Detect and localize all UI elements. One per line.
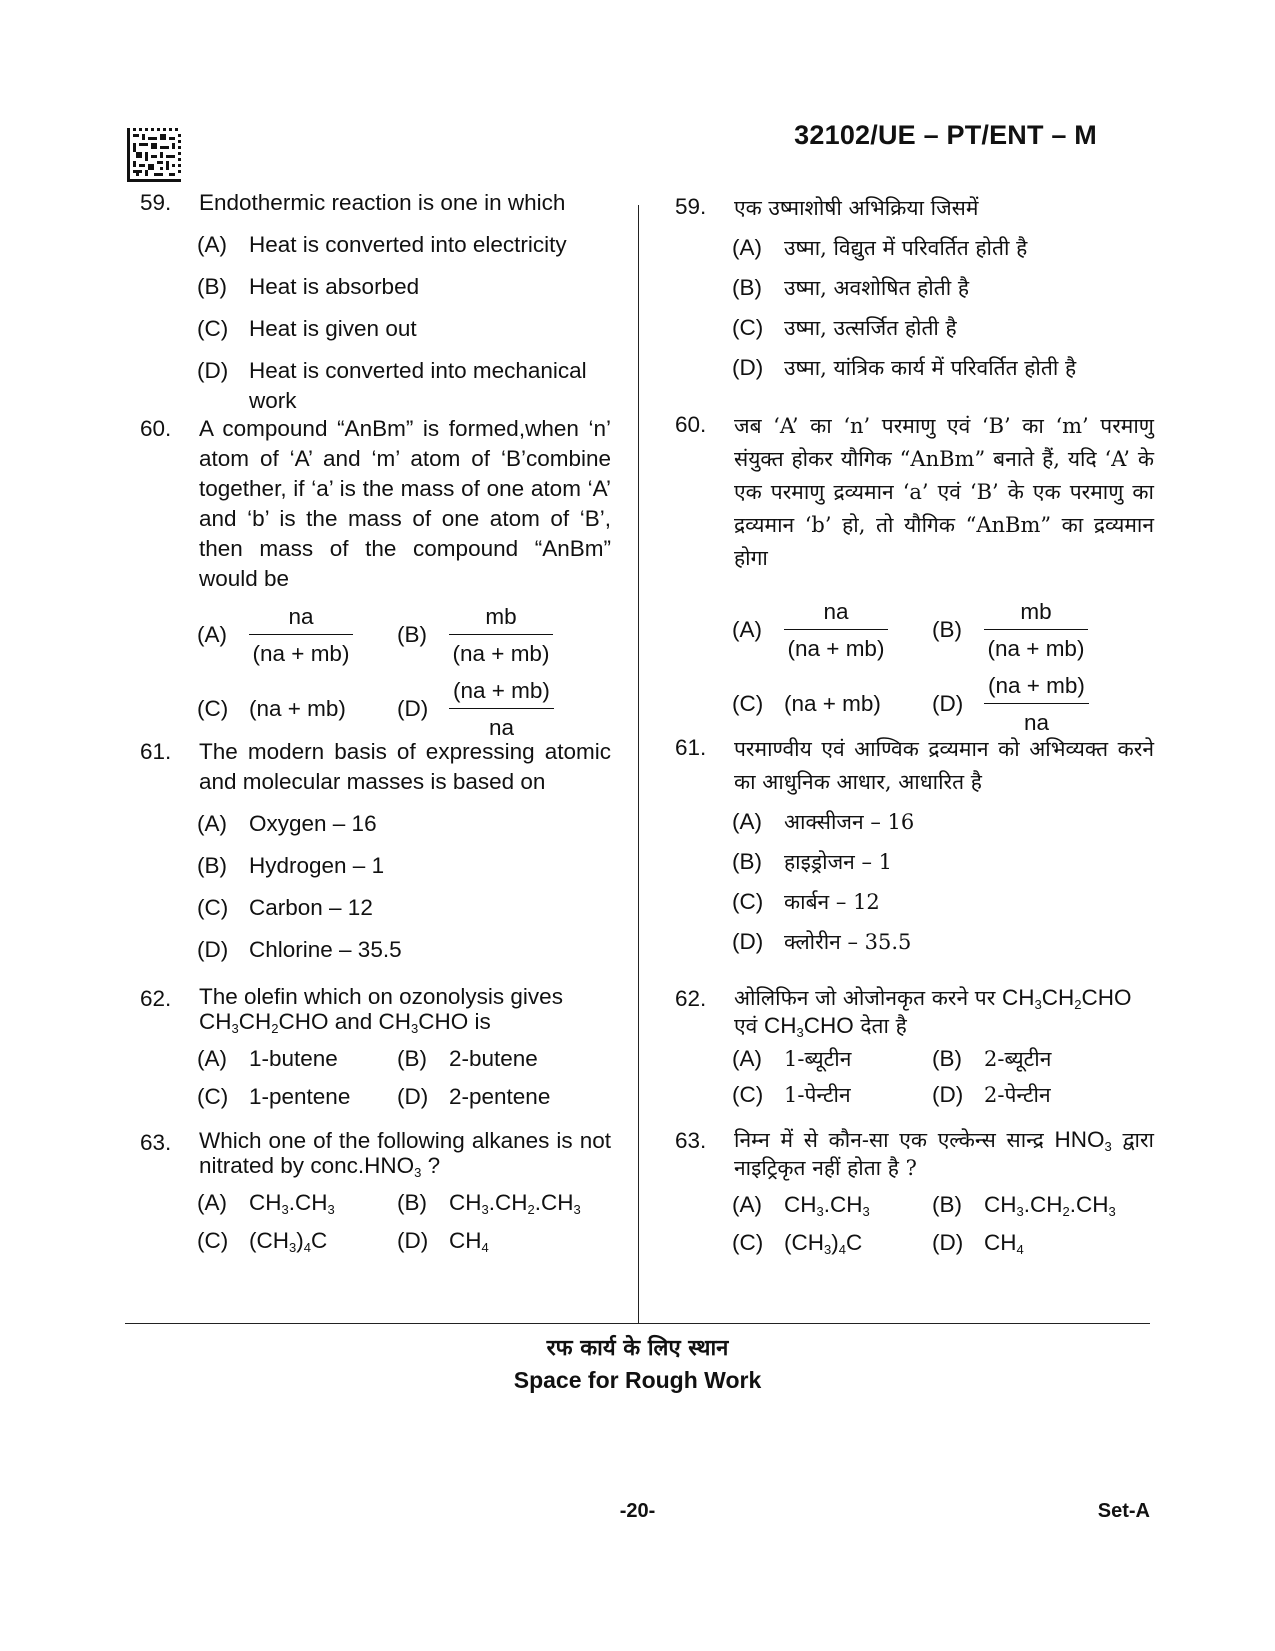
set-label: Set-A bbox=[1097, 1500, 1150, 1522]
column-divider bbox=[638, 205, 639, 1323]
option-b: (B) $\frac{mb}{(na + mb)}$ bbox=[932, 593, 1132, 667]
option-c: (C) Heat is given out bbox=[197, 316, 417, 341]
question-59-en: 59. Endothermic reaction is one in which (A) Heat is converted into electricity (B) Heat is absorbed (C) Heat is given out (D) Heat is converted into mechanical work bbox=[130, 188, 620, 428]
bottom-rule bbox=[125, 1323, 1150, 1324]
option-b: (B) 2-butene bbox=[397, 1046, 538, 1071]
question-59-hi: 59. एक उष्माशोषी अभिक्रिया जिसमें (A) उष्मा, विद्युत में परिवर्तित होती है (B) उष्मा, अवशोषित होती है (C) उष्मा, उत्सर्जित होती है (D) उष्मा, यांत्रिक कार्य में परिवर्तित होती है bbox=[665, 192, 1155, 395]
option-a: (A) $CH_3.CH_3$ bbox=[732, 1192, 870, 1219]
option-c: (C) कार्बन – 12 bbox=[732, 889, 880, 914]
rough-work-english: Space for Rough Work bbox=[513, 1367, 762, 1393]
option-d: (D) क्लोरीन – 35.5 bbox=[732, 929, 912, 954]
option-a: (A) $\frac{na}{(na + mb)}$ bbox=[732, 593, 932, 667]
question-61-en: 61. The modern basis of expressing atomic and molecular masses is based on (A) Oxygen – 16 (B) Hydrogen – 1 (C) Carbon – 12 (D) Chlorine – 35.5 bbox=[130, 737, 620, 977]
question-63-hi: 63. निम्न में से कौन-सा एक एल्केन्स सान्द्र $HNO_3$ द्वारा नाइट्रिकृत नहीं होता है ? (A) $CH_3.CH_3$ (B) $CH_3.CH_2.CH_3$ (C) $(CH_3)_4C$ (D) $CH_4$ bbox=[675, 1127, 1154, 1257]
question-stem: जब ‘A’ का ‘n’ परमाणु एवं ‘B’ का ‘m’ परमाणु संयुक्त होकर यौगिक “AnBm” बनाते हैं, यदि ‘A’ के एक परमाणु द्रव्यमान ‘a’ एवं ‘B’ के एक परमाणु का द्रव्यमान ‘b’ हो, तो यौगिक “AnBm” का द्रव्यमान होगा bbox=[734, 414, 1154, 570]
question-62-hi: 62. ओलिफिन जो ओजोनकृत करने पर $CH_3CH_2CHO$ एवं $CH_3CHO$ देता है (A) 1-ब्यूटीन (B) 2-ब्यूटीन (C) 1-पेन्टीन (D) 2-पेन्टीन bbox=[665, 984, 1155, 1110]
option-c: (C) (na + mb) bbox=[197, 696, 346, 721]
option-a: (A) Oxygen – 16 bbox=[197, 811, 377, 836]
option-a: (A) 1-ब्यूटीन bbox=[732, 1046, 852, 1071]
option-c: (C) 1-pentene bbox=[197, 1084, 351, 1109]
question-stem: Endothermic reaction is one in which bbox=[199, 190, 566, 215]
qr-code-icon bbox=[127, 128, 181, 182]
rough-work-hindi: रफ कार्य के लिए स्थान bbox=[546, 1335, 729, 1361]
option-c: (C) Carbon – 12 bbox=[197, 895, 373, 920]
option-d: (D) $\frac{(na + mb)}{na}$ bbox=[932, 667, 1132, 741]
question-stem: ओलिफिन जो ओजोनकृत करने पर $CH_3CH_2CHO$ एवं $CH_3CHO$ देता है bbox=[734, 985, 1132, 1040]
option-d: (D) Heat is converted into mechanical work bbox=[197, 358, 587, 413]
option-c: (C) $(CH_3)_4C$ bbox=[732, 1230, 863, 1257]
question-stem: परमाण्वीय एवं आण्विक द्रव्यमान को अभिव्यक्त करने का आधुनिक आधार, आधारित है bbox=[734, 737, 1154, 794]
option-b: (B) Heat is absorbed bbox=[197, 274, 420, 299]
option-d: (D) 2-pentene bbox=[397, 1084, 551, 1109]
option-c: (C) उष्मा, उत्सर्जित होती है bbox=[732, 315, 957, 340]
question-60-hi: 60. जब ‘A’ का ‘n’ परमाणु एवं ‘B’ का ‘m’ परमाणु संयुक्त होकर यौगिक “AnBm” बनाते हैं, यदि ‘A’ के एक परमाणु द्रव्यमान ‘a’ एवं ‘B’ के एक परमाणु का द्रव्यमान ‘b’ हो, तो यौगिक “AnBm” का द्रव्यमान होगा (A) $\frac{na}{(na + mb)}$ (B) $\frac{mb}{(na + mb)}$ (C) (na + mb) (D) $\frac{(na + mb)}{na}$ bbox=[665, 410, 1155, 741]
option-d: (D) उष्मा, यांत्रिक कार्य में परिवर्तित होती है bbox=[732, 355, 1077, 380]
option-b: (B) $\frac{mb}{(na + mb)}$ bbox=[397, 598, 597, 672]
question-stem: एक उष्माशोषी अभिक्रिया जिसमें bbox=[734, 196, 979, 220]
option-d: (D) $\frac{(na + mb)}{na}$ bbox=[397, 672, 597, 746]
option-b: (B) हाइड्रोजन – 1 bbox=[732, 849, 893, 874]
question-stem: A compound “AnBm” is formed,when ‘n’ atom of ‘A’ and ‘m’ atom of ‘B’combine together, if ‘a’ is the mass of one atom ‘A’ and ‘b’ is the mass of one atom of ‘B’, then mass of the compound “AnBm” would be bbox=[199, 416, 611, 591]
question-63-en: 63. Which one of the following alkanes is not nitrated by $conc.HNO_3$ ? (A) $CH_3.CH_3$ (B) $CH_3.CH_2.CH_3$ (C) $(CH_3)_4C$ (D) $CH_4$ bbox=[140, 1128, 611, 1255]
question-62-en: 62. The olefin which on ozonolysis gives $CH_3CH_2CHO$ and $CH_3CHO$ is (A) 1-butene (B) 2-butene (C) 1-pentene (D) 2-pentene bbox=[130, 984, 620, 1112]
option-b: (B) 2-ब्यूटीन bbox=[932, 1046, 1052, 1071]
question-61-hi: 61. परमाण्वीय एवं आण्विक द्रव्यमान को अभिव्यक्त करने का आधुनिक आधार, आधारित है (A) आक्सीजन – 16 (B) हाइड्रोजन – 1 (C) कार्बन – 12 (D) क्लोरीन – 35.5 bbox=[665, 733, 1155, 969]
question-60-en: 60. A compound “AnBm” is formed,when ‘n’ atom of ‘A’ and ‘m’ atom of ‘B’combine together, if ‘a’ is the mass of one atom ‘A’ and ‘b’ is the mass of one atom of ‘B’, then mass of the compound “AnBm” would be (A) $\frac{na}{(na + mb)}$ (B) $\frac{mb}{(na + mb)}$ (C) (na + mb) (D) $\frac{(na + mb)}{na}$ bbox=[130, 414, 620, 746]
question-stem: Which one of the following alkanes is not nitrated by $conc.HNO_3$ ? bbox=[199, 1128, 611, 1180]
option-b: (B) $CH_3.CH_2.CH_3$ bbox=[932, 1192, 1116, 1219]
option-a: (A) $\frac{na}{(na + mb)}$ bbox=[197, 598, 397, 672]
paper-code: 32102/UE – PT/ENT – M bbox=[794, 120, 1097, 150]
option-d: (D) $CH_4$ bbox=[397, 1228, 489, 1255]
option-a: (A) उष्मा, विद्युत में परिवर्तित होती है bbox=[732, 235, 1028, 260]
option-b: (B) $CH_3.CH_2.CH_3$ bbox=[397, 1190, 581, 1217]
option-a: (A) $CH_3.CH_3$ bbox=[197, 1190, 335, 1217]
option-a: (A) आक्सीजन – 16 bbox=[732, 809, 915, 834]
option-d: (D) Chlorine – 35.5 bbox=[197, 937, 402, 962]
option-d: (D) 2-पेन्टीन bbox=[932, 1082, 1051, 1107]
option-c: (C) (na + mb) bbox=[732, 691, 881, 716]
option-b: (B) Hydrogen – 1 bbox=[197, 853, 385, 878]
question-stem: The modern basis of expressing atomic and molecular masses is based on bbox=[199, 739, 611, 794]
option-b: (B) उष्मा, अवशोषित होती है bbox=[732, 275, 969, 300]
question-stem: निम्न में से कौन-सा एक एल्केन्स सान्द्र $HNO_3$ द्वारा नाइट्रिकृत नहीं होता है ? bbox=[734, 1127, 1154, 1180]
option-a: (A) 1-butene bbox=[197, 1046, 338, 1071]
page-number: -20- bbox=[619, 1500, 656, 1522]
question-stem: The olefin which on ozonolysis gives $CH_3CH_2CHO$ and $CH_3CHO$ is bbox=[199, 984, 563, 1036]
option-a: (A) Heat is converted into electricity bbox=[197, 232, 567, 257]
option-d: (D) $CH_4$ bbox=[932, 1230, 1024, 1257]
option-c: (C) $(CH_3)_4C$ bbox=[197, 1228, 328, 1255]
option-c: (C) 1-पेन्टीन bbox=[732, 1082, 851, 1107]
